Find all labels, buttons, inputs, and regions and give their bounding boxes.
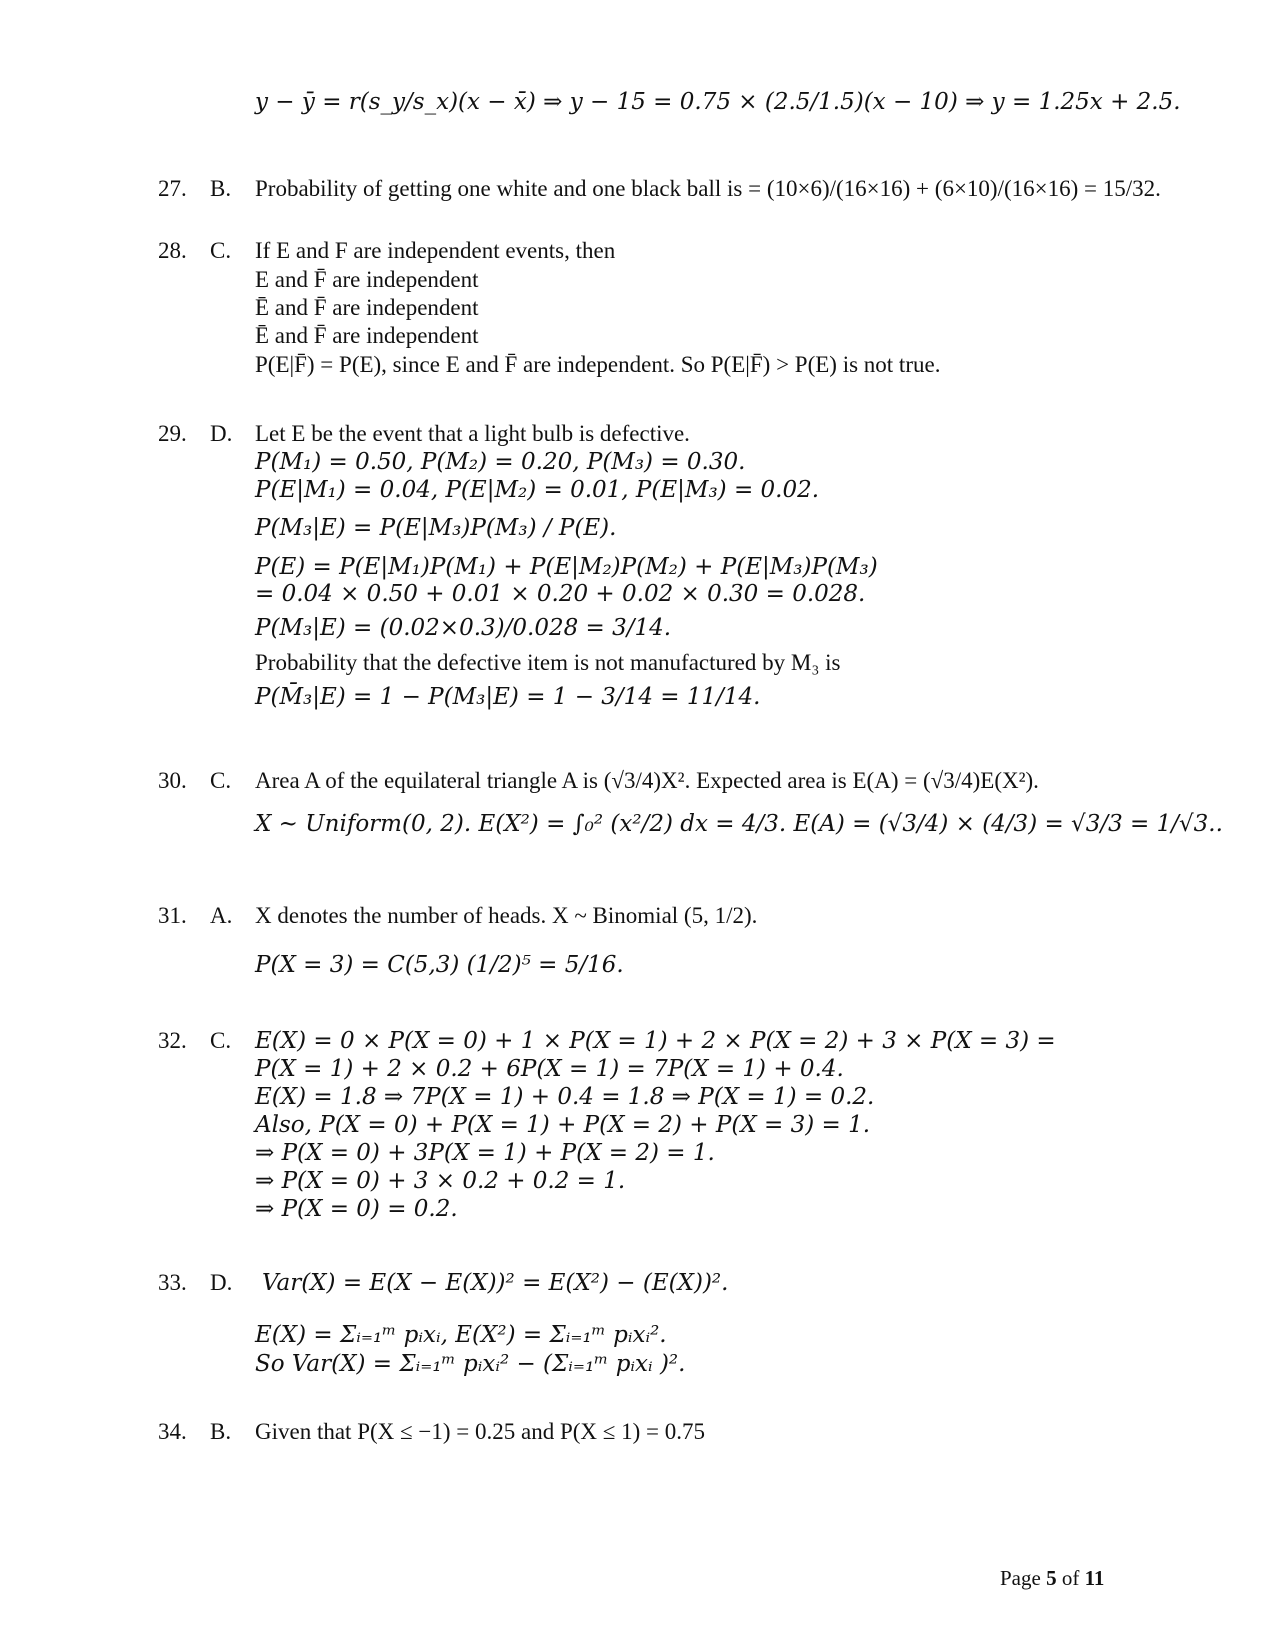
question-28-number: 28. [158, 238, 187, 263]
question-30-number: 30. [158, 768, 187, 793]
question-27-line-1: Probability of getting one white and one black ball is = (10×6)/(16×16) + (6×10)/(16×16) = 15/32. [255, 176, 1161, 201]
question-28-line-5: P(E|F̄) = P(E), since E and F̄ are independent. So P(E|F̄) > P(E) is not true. [255, 352, 941, 377]
question-32-line-6: ⇒ P(X = 0) + 3 × 0.2 + 0.2 = 1. [255, 1168, 626, 1194]
question-29-line-6: = 0.04 × 0.50 + 0.01 × 0.20 + 0.02 × 0.30 = 0.028. [255, 581, 866, 607]
question-28-line-4: Ē and F̄ are independent [255, 323, 479, 348]
question-29-line-8: Probability that the defective item is not manufactured by M₃ is [255, 650, 841, 675]
question-29-line-9: P(M̄₃|E) = 1 − P(M₃|E) = 1 − 3/14 = 11/14. [255, 684, 761, 710]
question-30-answer: C. [210, 768, 232, 793]
question-32-number: 32. [158, 1028, 187, 1053]
question-34-number: 34. [158, 1419, 187, 1444]
of-label: of [1061, 1566, 1080, 1590]
question-27-answer: B. [210, 176, 232, 201]
question-28-line-3: Ē and F̄ are independent [255, 295, 479, 320]
question-29-line-2: P(M₁) = 0.50, P(M₂) = 0.20, P(M₃) = 0.30. [255, 449, 746, 475]
question-28-line-1: If E and F are independent events, then [255, 238, 616, 263]
question-34-line-1: Given that P(X ≤ −1) = 0.25 and P(X ≤ 1) = 0.75 [255, 1419, 706, 1444]
question-32-line-3: E(X) = 1.8 ⇒ 7P(X = 1) + 0.4 = 1.8 ⇒ P(X = 1) = 0.2. [255, 1084, 875, 1110]
question-29-line-3: P(E|M₁) = 0.04, P(E|M₂) = 0.01, P(E|M₃) = 0.02. [255, 477, 820, 503]
question-33-number: 33. [158, 1270, 187, 1295]
page-number [1000, 1566, 1104, 1591]
page-label: Page [1000, 1566, 1041, 1590]
question-31-answer: A. [210, 903, 233, 928]
question-28-line-2: E and F̄ are independent [255, 267, 479, 292]
question-29-number: 29. [158, 421, 187, 446]
question-32-line-5: ⇒ P(X = 0) + 3P(X = 1) + P(X = 2) = 1. [255, 1140, 715, 1166]
question-32-line-7: ⇒ P(X = 0) = 0.2. [255, 1196, 458, 1222]
question-29-line-1: Let E be the event that a light bulb is defective. [255, 421, 690, 446]
current-page: 5 [1046, 1566, 1057, 1590]
total-pages: 11 [1084, 1566, 1105, 1590]
question-33-line-3: So Var(X) = Σᵢ₌₁ᵐ pᵢxᵢ² − (Σᵢ₌₁ᵐ pᵢxᵢ )². [255, 1351, 686, 1377]
question-31-line-2: P(X = 3) = C(5,3) (1/2)⁵ = 5/16. [255, 952, 624, 978]
question-33-answer: D. [210, 1270, 233, 1295]
question-29-answer: D. [210, 421, 233, 446]
question-29-line-4: P(M₃|E) = P(E|M₃)P(M₃) / P(E). [255, 515, 617, 541]
question-32-line-2: P(X = 1) + 2 × 0.2 + 6P(X = 1) = 7P(X = 1) + 0.4. [255, 1056, 844, 1082]
question-33-line-2: E(X) = Σᵢ₌₁ᵐ pᵢxᵢ, E(X²) = Σᵢ₌₁ᵐ pᵢxᵢ². [255, 1322, 667, 1348]
question-32-line-1: E(X) = 0 × P(X = 0) + 1 × P(X = 1) + 2 × P(X = 2) + 3 × P(X = 3) = [255, 1028, 1056, 1054]
question-30-line-1: Area A of the equilateral triangle A is (√3/4)X². Expected area is E(A) = (√3/4)E(X²). [255, 768, 1039, 793]
question-31-line-1: X denotes the number of heads. X ~ Binomial (5, 1/2). [255, 903, 758, 928]
question-29-line-5: P(E) = P(E|M₁)P(M₁) + P(E|M₂)P(M₂) + P(E|M₃)P(M₃) [255, 554, 878, 580]
question-34-answer: B. [210, 1419, 232, 1444]
question-32-answer: C. [210, 1028, 232, 1053]
question-28-answer: C. [210, 238, 232, 263]
question-27-number: 27. [158, 176, 187, 201]
question-30-line-2: X ~ Uniform(0, 2). E(X²) = ∫₀² (x²/2) dx = 4/3. E(A) = (√3/4) × (4/3) = √3/3 = 1/√3.. [255, 811, 1223, 837]
question-29-line-7: P(M₃|E) = (0.02×0.3)/0.028 = 3/14. [255, 615, 672, 641]
regression-equation: y − ȳ = r(s_y/s_x)(x − x̄) ⇒ y − 15 = 0.75 × (2.5/1.5)(x − 10) ⇒ y = 1.25x + 2.5. [255, 89, 1181, 115]
question-32-line-4: Also, P(X = 0) + P(X = 1) + P(X = 2) + P(X = 3) = 1. [255, 1112, 871, 1138]
question-33-line-1: Var(X) = E(X − E(X))² = E(X²) − (E(X))². [262, 1270, 729, 1296]
question-31-number: 31. [158, 903, 187, 928]
